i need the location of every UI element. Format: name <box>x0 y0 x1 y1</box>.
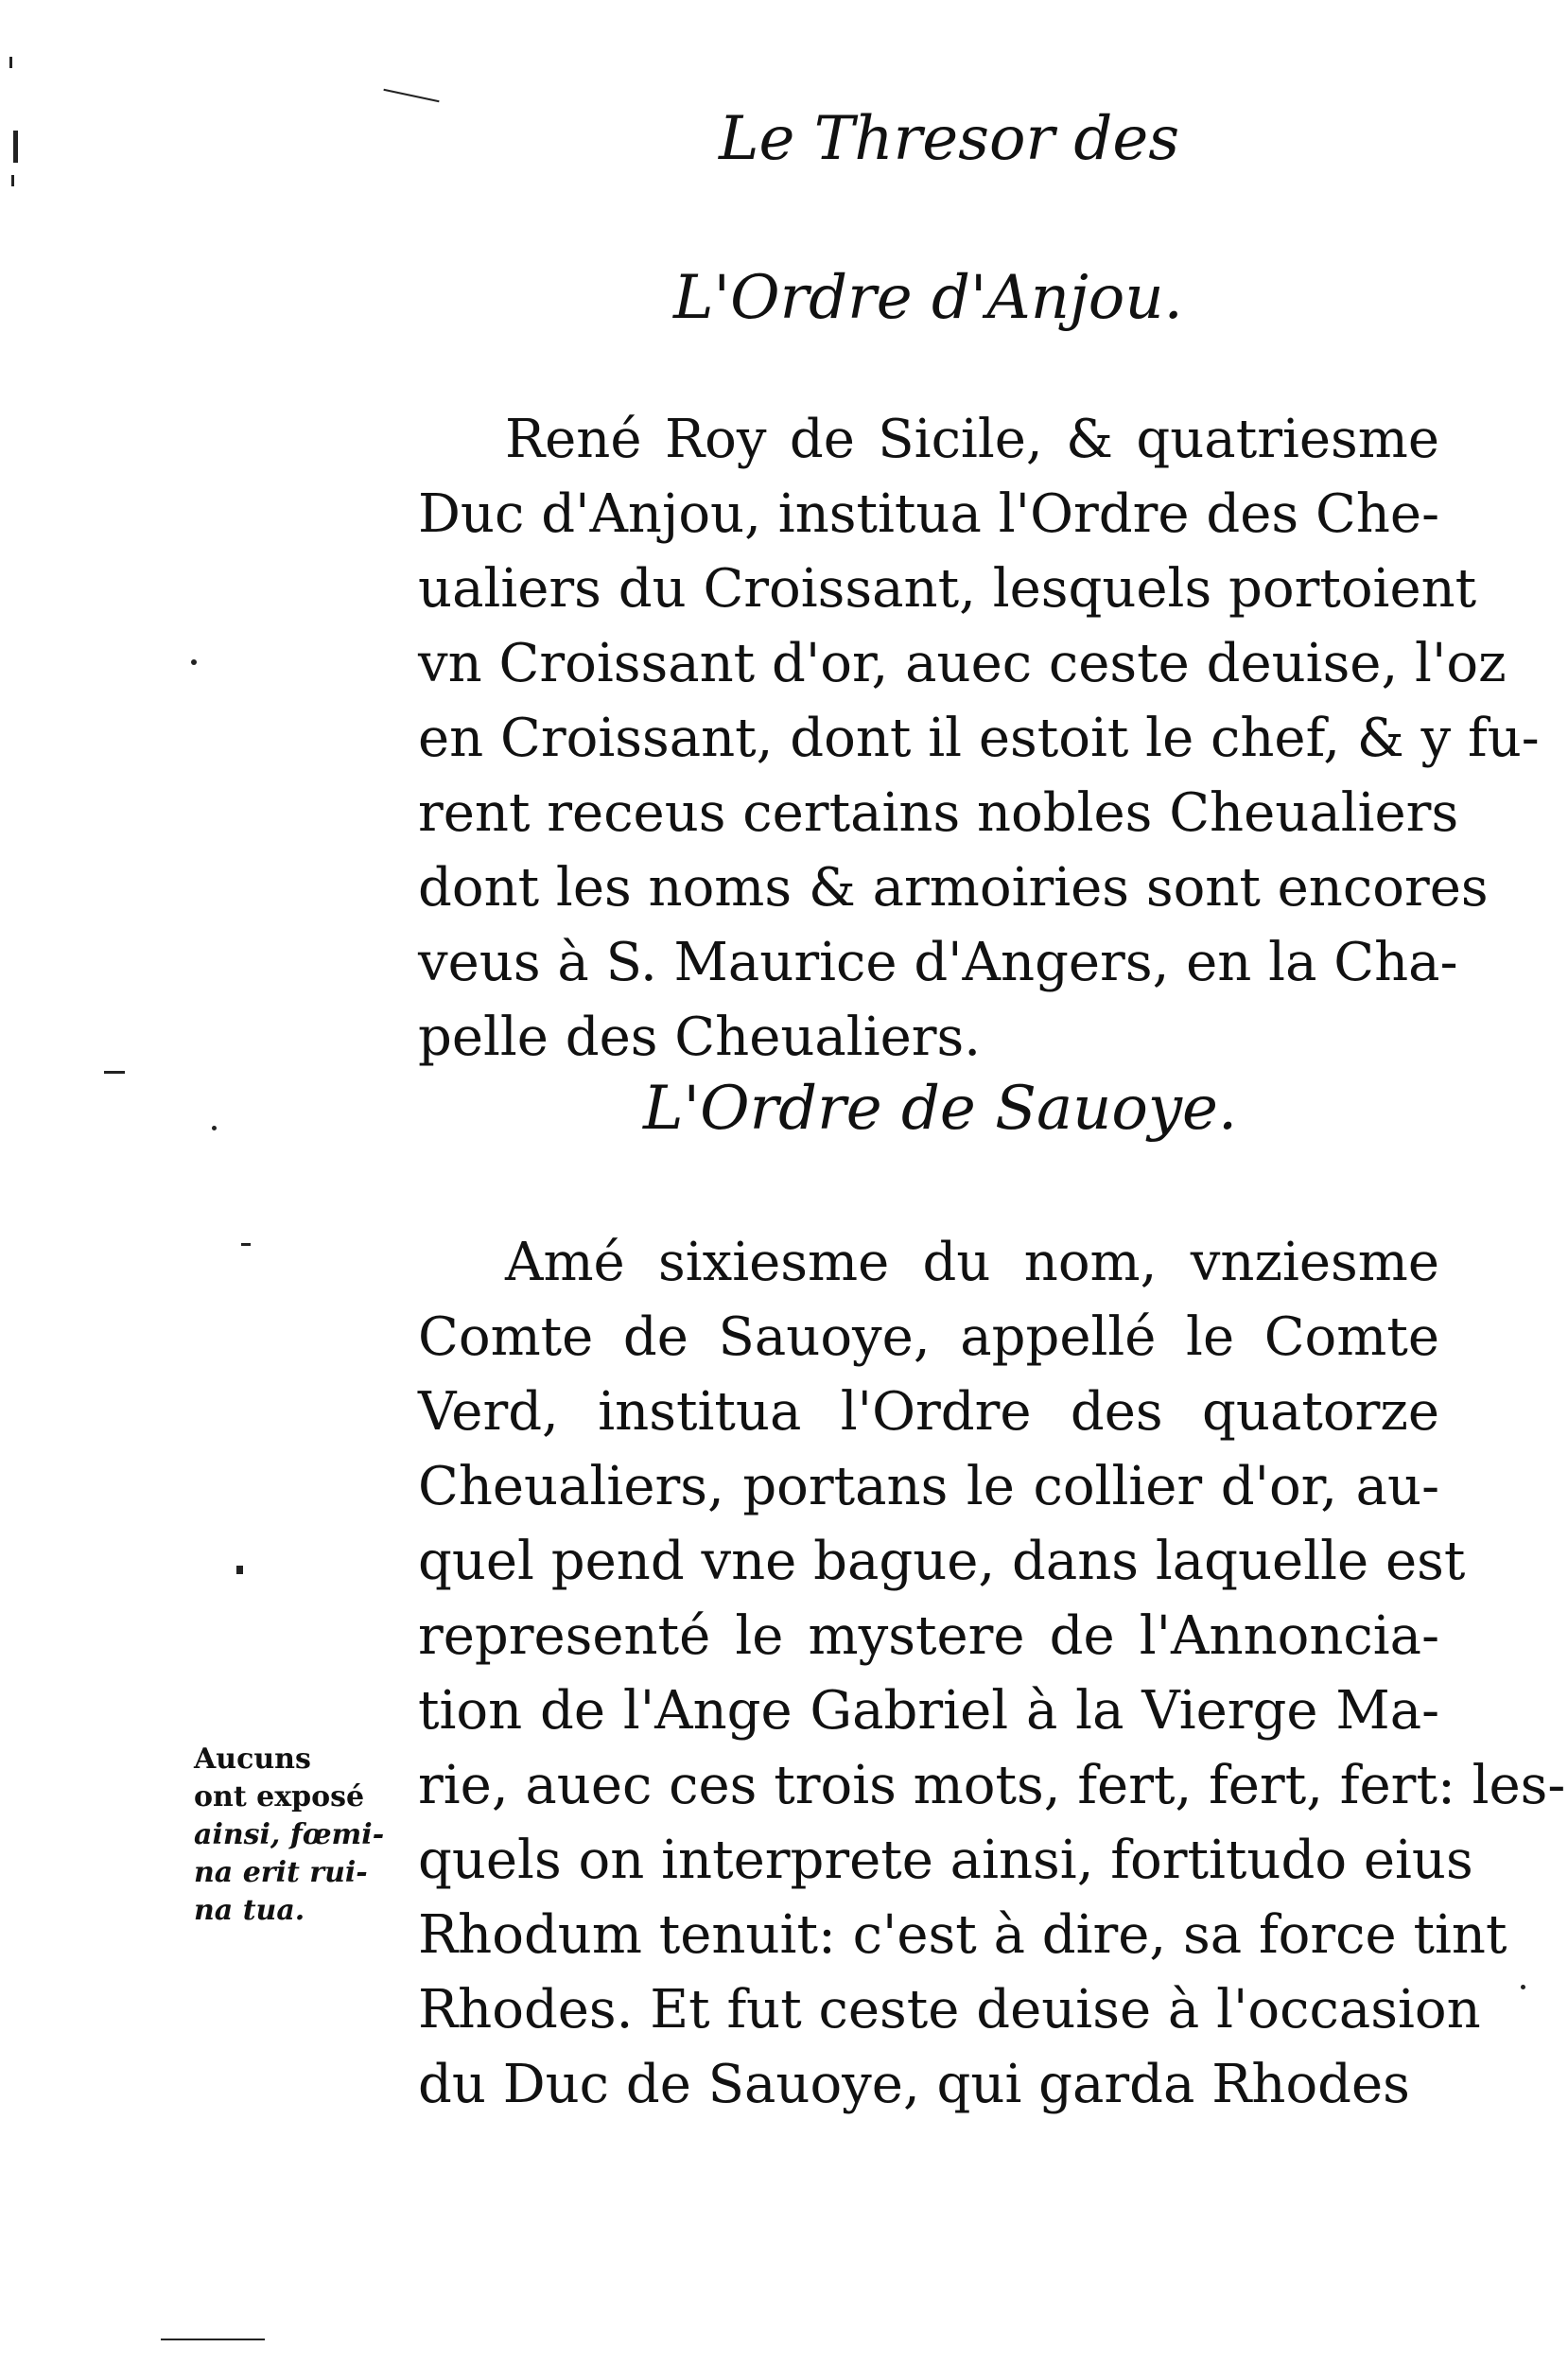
scan-rule <box>161 2339 265 2340</box>
text-line: vn Croissant d'or, auec ceste deuise, l'oz <box>418 633 1507 694</box>
scan-speck <box>13 131 18 163</box>
text-line: en Croissant, dont il estoit le chef, & y fu- <box>418 708 1540 769</box>
text-line: Cheualiers, portans le collier d'or, au- <box>418 1456 1439 1517</box>
text-line: rie, auec ces trois mots, fert, fert, fert: les- <box>418 1755 1566 1816</box>
scan-speck <box>104 1071 125 1074</box>
scan-speck <box>1521 1985 1525 1989</box>
text-line: René Roy de Sicile, & quatriesme <box>505 409 1439 470</box>
scan-speck <box>241 1243 251 1246</box>
scan-speck <box>11 175 14 186</box>
scan-speck <box>212 1126 217 1130</box>
text-line: representé le mystere de l'Annoncia- <box>418 1605 1439 1667</box>
running-head: Le Thresor des <box>719 104 1180 174</box>
margin-note-line: na tua. <box>194 1894 305 1927</box>
section-title-anjou: L'Ordre d'Anjou. <box>673 263 1183 333</box>
text-line: tion de l'Ange Gabriel à la Vierge Ma- <box>418 1680 1439 1742</box>
margin-note <box>194 1741 397 1930</box>
section-title-savoie: L'Ordre de Sauoye. <box>643 1074 1238 1144</box>
text-line: pelle des Cheualiers. <box>418 1007 982 1068</box>
scan-speck <box>236 1566 243 1574</box>
text-line: rent receus certains nobles Cheualiers <box>418 782 1459 844</box>
margin-note-line: Aucuns <box>194 1743 311 1776</box>
text-line: Rhodum tenuit: c'est à dire, sa force tint <box>418 1904 1507 1966</box>
text-line: Rhodes. Et fut ceste deuise à l'occasion <box>418 1979 1481 2041</box>
paragraph-savoie <box>418 1225 1566 2122</box>
text-line: dont les noms & armoiries sont encores <box>418 857 1489 919</box>
paragraph-anjou <box>418 402 1540 1075</box>
scan-speck <box>9 57 12 68</box>
text-line: du Duc de Sauoye, qui garda Rhodes <box>418 2054 1410 2115</box>
text-line: veus à S. Maurice d'Angers, en la Cha- <box>418 932 1458 993</box>
text-line: Comte de Sauoye, appellé le Comte <box>418 1306 1439 1368</box>
margin-note-line: ainsi, fœmi- <box>194 1818 385 1851</box>
margin-note-line: na erit rui- <box>194 1856 368 1889</box>
text-line: ualiers du Croissant, lesquels portoient <box>418 558 1477 620</box>
text-line: Amé sixiesme du nom, vnziesme <box>505 1232 1439 1293</box>
scan-rule <box>383 89 439 102</box>
scan-speck <box>191 659 197 665</box>
margin-note-line: ont exposé <box>194 1780 365 1813</box>
text-line: Verd, institua l'Ordre des quatorze <box>418 1381 1439 1443</box>
text-line: Duc d'Anjou, institua l'Ordre des Che- <box>418 483 1439 545</box>
text-line: quel pend vne bague, dans laquelle est <box>418 1531 1466 1592</box>
text-line: quels on interprete ainsi, fortitudo eius <box>418 1830 1473 1891</box>
